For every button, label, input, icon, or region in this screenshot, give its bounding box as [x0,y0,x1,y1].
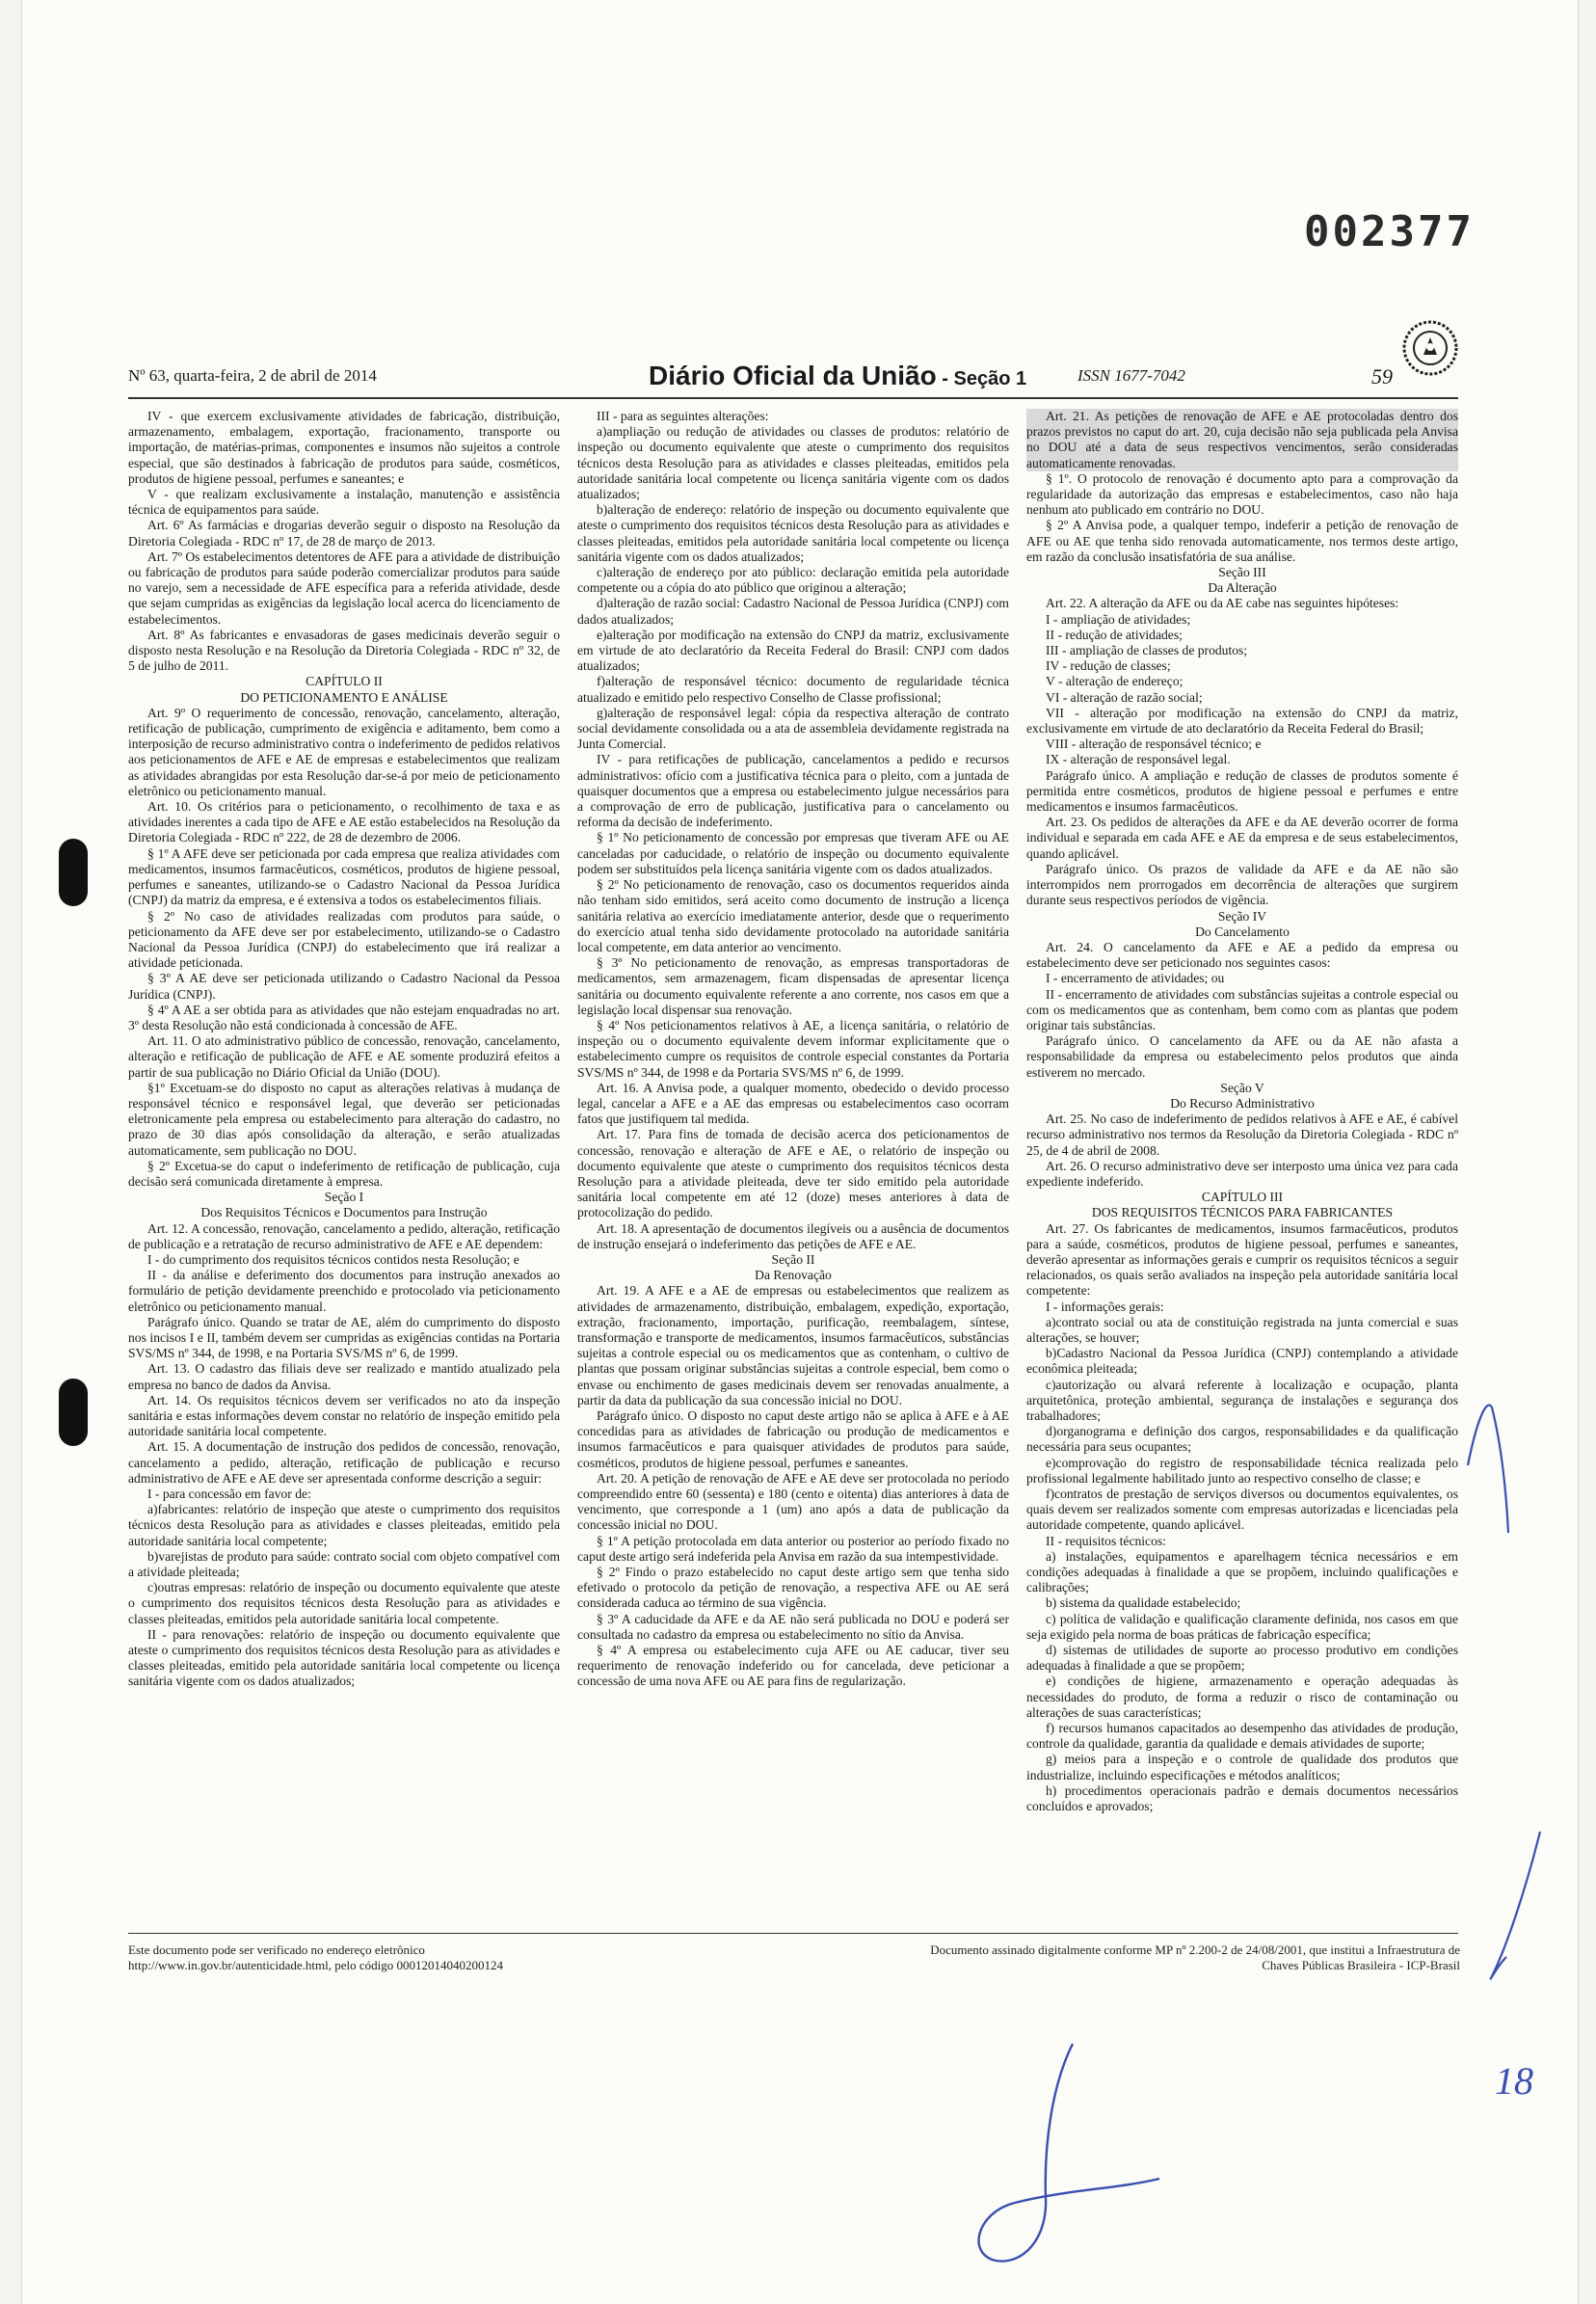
paragraph: DO PETICIONAMENTO E ANÁLISE [240,689,448,705]
paragraph: Art. 27. Os fabricantes de medicamentos, insumos farmacêuticos, produtos para a saúde, cosméticos, produtos de higiene pessoal, perfumes e saneantes, deverão apresentar as informações gerais e cumprir os requisitos técnicos a seguir relacionados, os quais serão avaliados na inspeção pela autoridade sanitária local competente: [1026,1220,1458,1299]
document-page [21,0,1579,2304]
paragraph: e)alteração por modificação na extensão do CNPJ da matriz, exclusivamente em virtude de ato declaratório da Receita Federal do Brasil: CNPJ com dados atualizados; [577,627,1009,674]
paragraph: § 2º A Anvisa pode, a qualquer tempo, indeferir a petição de renovação de AFE ou AE que tenha sido renovada automaticamente, nos termos deste artigo, em razão da conclusão insatisfatória de sua análise. [1026,518,1458,564]
paragraph: II - encerramento de atividades com substâncias sujeitas a controle especial ou com os medicamentos que as contenham, bem como com as plantas que podem originar tais substâncias. [1026,986,1458,1032]
paragraph: §1º Excetuam-se do disposto no caput as alterações relativas à mudança de responsável técnico e responsável legal, que deverão ser peticionadas eletronicamente pela empresa ou estabelecimento para alteração do cadastro, no prazo de 30 dias após consolidação da alteração, e serão atualizadas automaticamente, sem publicação no DOU. [128,1080,560,1158]
paragraph: Art. 13. O cadastro das filiais deve ser realizado e mantido atualizado pela empresa no banco de dados da Anvisa. [128,1361,560,1392]
footer-signature-note: Documento assinado digitalmente conforme MP nº 2.200-2 de 24/08/2001, que institui a Infraestrutura de Chaves Públicas Brasileira - ICP-Brasil [930,1942,1460,1972]
paragraph: VIII - alteração de responsável técnico; e [1046,737,1262,752]
paragraph: Art. 14. Os requisitos técnicos devem ser verificados no ato da inspeção sanitária e estas informações devem constar no relatório de inspeção emitido pela autoridade sanitária local competente. [128,1392,560,1439]
paragraph: Art. 15. A documentação de instrução dos pedidos de concessão, renovação, cancelamento a pedido, alteração, retificação de publicação e recurso administrativo de AFE e AE deve ser apresentada conforme descrição a seguir: [128,1439,560,1486]
paragraph: V - alteração de endereço; [1046,674,1184,689]
paragraph: Da Alteração [1208,580,1277,596]
paragraph: I - encerramento de atividades; ou [1046,971,1225,986]
paragraph: d) sistemas de utilidades de suporte ao processo produtivo em condições adequadas à finalidade a que se propõem; [1026,1643,1458,1674]
paragraph: Art. 6º As farmácias e drogarias deverão seguir o disposto na Resolução da Diretoria Colegiada - RDC nº 17, de 28 de março de 2013. [128,518,560,549]
paragraph: § 4º A AE a ser obtida para as atividades que não estejam enquadradas no art. 3º desta Resolução não está condicionada à concessão de AFE. [128,1002,560,1032]
paragraph: I - ampliação de atividades; [1046,611,1191,627]
paragraph: Art. 17. Para fins de tomada de decisão acerca dos peticionamentos de concessão, renovação e alteração de AFE e AE, o relatório de inspeção ou documento equivalente que ateste o cumprimento dos requisitos técnicos desta Resolução para a atividade pleiteada, deve ter sido emitido pela autoridade sanitária local competente em até 12 (doze) meses anteriores à data de protocolização do pedido. [577,1127,1009,1220]
paragraph: a)contrato social ou ata de constituição registrada na junta comercial e suas alterações, se houver; [1026,1314,1458,1345]
footer-verification: Este documento pode ser verificado no endereço eletrônico http://www.in.gov.br/autenticidade.html, pelo código 00012014040200124 [128,1942,503,1972]
paragraph: Seção V [1220,1080,1264,1095]
paragraph: Art. 22. A alteração da AFE ou da AE cabe nas seguintes hipóteses: [1046,596,1399,611]
handwritten-margin-mark [1449,1388,1564,2024]
paragraph: § 2º Excetua-se do caput o indeferimento de retificação de publicação, cuja decisão será comunicada diretamente à empresa. [128,1158,560,1189]
paragraph: § 3º A caducidade da AFE e da AE não será publicada no DOU e poderá ser consultada no cadastro da empresa ou estabelecimento no sítio da Anvisa. [577,1611,1009,1642]
paragraph: § 4º Nos peticionamentos relativos à AE, a licença sanitária, o relatório de inspeção ou o documento equivalente devem informar explicitamente que o estabelecimento cumpre os requisitos de controle especial constantes da Portaria SVS/MS nº 344, de 1998 e da Portaria SVS/MS nº 6, de 1999. [577,1017,1009,1080]
text-column-3 [1026,409,1458,1814]
paragraph: Art. 19. A AFE e a AE de empresas ou estabelecimentos que realizem as atividades de armazenamento, distribuição, embalagem, expedição, exportação, extração, fracionamento, importação, purificação, reembalagem, síntese, transformação e transporte de medicamentos, insumos farmacêuticos, substâncias sujeitas a controle especial ou os medicamentos que as contenham, o cultivo de plantas que possam originar substâncias sujeitas a controle especial, bem como o envase ou enchimento de gases medicinais devem ser renovadas anualmente, a partir da data da publicação da sua concessão inicial no DOU. [577,1283,1009,1407]
paragraph: Art. 8º As fabricantes e envasadoras de gases medicinais deverão seguir o disposto nesta Resolução e na Resolução da Diretoria Colegiada - RDC nº 32, de 5 de julho de 2011. [128,627,560,674]
footer-rule [128,1933,1458,1934]
page-header [128,361,1458,393]
punch-hole [59,1379,88,1446]
paragraph: § 1º. O protocolo de renovação é documento apto para a comprovação da regularidade da autorização das empresas e estabelecimentos, caso não haja nenhum ato publicado em contrário no DOU. [1026,470,1458,518]
paragraph: VII - alteração por modificação na extensão do CNPJ da matriz, exclusivamente em virtude de ato declaratório da Receita Federal do Brasil; [1026,705,1458,737]
paragraph: Art. 23. Os pedidos de alterações da AFE e da AE deverão ocorrer de forma individual e separada em cada AFE e AE da empresa e de seus estabelecimentos, quando aplicável. [1026,815,1458,861]
issn: ISSN 1677-7042 [1077,366,1185,385]
paragraph: c)alteração de endereço por ato público: declaração emitida pela autoridade competente ou a cópia do ato público que originou a alteração; [577,565,1009,596]
paragraph: § 1º A AFE deve ser peticionada por cada empresa que realiza atividades com medicamentos, insumos farmacêuticos, cosméticos, produtos de higiene pessoal, perfumes e saneantes, utilizando-se o Cadastro Nacional da Pessoa Jurídica (CNPJ) da matriz da empresa, e é extensiva a todos os estabelecimentos filiais. [128,845,560,908]
paragraph: II - da análise e deferimento dos documentos para instrução anexados ao formulário de petição devidamente preenchido e protocolado via peticionamento eletrônico ou peticionamento manual. [128,1268,560,1314]
issue-date: Nº 63, quarta-feira, 2 de abril de 2014 [128,366,377,385]
paragraph: Art. 7º Os estabelecimentos detentores de AFE para a atividade de distribuição ou fabricação de produtos para saúde poderão comercializar produtos para saúde no varejo, sem a necessidade de AFE específica para a referida atividade, desde que sejam cumpridas as exigências da legislação local acerca do licenciamento de estabelecimentos. [128,549,560,627]
paragraph: a) instalações, equipamentos e aparelhagem técnica necessários e em condições adequadas à finalidade a que se propõem, incluindo qualificações e calibrações; [1026,1548,1458,1595]
paragraph: IV - para retificações de publicação, cancelamentos a pedido e recursos administrativos: ofício com a justificativa técnica para o pleito, com a juntada de quaisquer documentos que a empresa ou estabelecimento julgue necessários para a comprovação de erro de publicação, justificativa para o cancelamento ou reforma da decisão de indeferimento. [577,752,1009,830]
page-number: 59 [1371,364,1393,388]
paragraph: Art. 18. A apresentação de documentos ilegíveis ou a ausência de documentos de instrução ensejará o indeferimento das petições de AFE e AE. [577,1220,1009,1251]
paragraph: § 1º A petição protocolada em data anterior ou posterior ao período fixado no caput deste artigo será indeferida pela Anvisa em razão da sua intempestividade. [577,1533,1009,1564]
paragraph: Do Cancelamento [1195,924,1290,939]
paragraph: § 2º No peticionamento de renovação, caso os documentos requeridos ainda não tenham sido emitidos, será aceito como documento de instrução a licença sanitária relativa ao exercício imediatamente anterior, desde que o requerimento do exercício atual tenha sido devidamente protocolado na autoridade sanitária local competente, em data anterior ao vencimento. [577,877,1009,954]
paragraph: h) procedimentos operacionais padrão e demais documentos necessários concluídos e aprovados; [1026,1782,1458,1814]
handwritten-page-number: 18 [1495,2059,1533,2103]
paragraph: Seção I [324,1190,364,1205]
paragraph: c)autorização ou alvará referente à localização e ocupação, planta arquitetônica, proteção ambiental, segurança de instalações e segurança dos trabalhadores; [1026,1377,1458,1423]
paragraph: b)alteração de endereço: relatório de inspeção ou documento equivalente que ateste o cumprimento dos requisitos técnicos desta Resolução para as atividades e classes pleiteadas, emitidos pela autoridade sanitária local competente ou licença sanitária vigente com os dados atualizados; [577,502,1009,564]
paragraph: Parágrafo único. A ampliação e redução de classes de produtos somente é permitida entre cosméticos, produtos de higiene pessoal e perfumes e entre medicamentos e insumos farmacêuticos. [1026,767,1458,815]
paragraph: Parágrafo único. Quando se tratar de AE, além do cumprimento do disposto nos incisos I e II, também devem ser cumpridas as exigências contidas na Portaria SVS/MS nº 344, de 1998, e na Portaria SVS/MS nº 6, de 1999. [128,1314,560,1361]
paragraph: c)outras empresas: relatório de inspeção ou documento equivalente que ateste o cumprimento dos requisitos técnicos desta Resolução para as atividades e classes pleiteadas, emitidos pela autoridade sanitária local competente. [128,1580,560,1626]
paragraph: CAPÍTULO III [1201,1190,1284,1205]
imprensa-nacional-seal-icon [1400,318,1460,378]
paragraph: Art. 21. As petições de renovação de AFE e AE protocoladas dentro dos prazos previstos no caput do art. 20, cuja decisão não seja publicada pela Anvisa no DOU até a data de seus respectivos vencimentos, serão consideradas automaticamente renovadas. [1026,409,1458,470]
paragraph: Da Renovação [755,1268,832,1283]
paragraph: I - informações gerais: [1046,1299,1164,1314]
paragraph: f)contratos de prestação de serviços diversos ou documentos equivalentes, os quais devem ser realizados somente com empresas autorizadas e licenciadas pela autoridade competente, quando aplicável. [1026,1487,1458,1533]
paragraph: Parágrafo único. O disposto no caput deste artigo não se aplica à AFE e à AE concedidas para as atividades de fabricação ou produção de medicamentos e insumos farmacêuticos e para quaisquer atividades de produtos para saúde, cosméticos, produtos de higiene pessoal, perfumes e saneantes. [577,1408,1009,1470]
paragraph: Seção III [1218,565,1266,580]
paragraph: d)organograma e definição dos cargos, responsabilidades e da qualificação necessária para seus ocupantes; [1026,1424,1458,1455]
stamp-number: 002377 [1304,207,1475,256]
paragraph: V - que realizam exclusivamente a instalação, manutenção e assistência técnica de equipamentos para saúde. [128,487,560,518]
paragraph: b)varejistas de produto para saúde: contrato social com objeto compatível com a atividade pleiteada; [128,1548,560,1580]
paragraph: I - do cumprimento dos requisitos técnicos contidos nesta Resolução; e [147,1251,519,1267]
paragraph: § 2º No caso de atividades realizadas com produtos para saúde, o peticionamento da AFE deve ser por estabelecimento, utilizando-se o Cadastro Nacional da Pessoa Jurídica (CNPJ) do estabelecimento que irá realizar a atividade peticionada. [128,908,560,971]
paragraph: II - redução de atividades; [1046,627,1183,642]
paragraph: IV - redução de classes; [1046,658,1171,674]
paragraph: Art. 24. O cancelamento da AFE e AE a pedido da empresa ou estabelecimento deve ser peticionado nos seguintes casos: [1026,939,1458,971]
paragraph: IV - que exercem exclusivamente atividades de fabricação, distribuição, armazenamento, embalagem, exportação, fracionamento, transporte ou importação, de matérias-primas, componentes e insumos não sujeitos a controle especial, que são destinados à fabricação de produtos para saúde, cosméticos, produtos de higiene pessoal, perfumes e saneantes; e [128,409,560,486]
header-rule [128,397,1458,399]
paragraph: Art. 12. A concessão, renovação, cancelamento a pedido, alteração, retificação de publicação e a retratação de recurso administrativo de AFE e AE dependem: [128,1220,560,1251]
paragraph: III - ampliação de classes de produtos; [1046,643,1248,658]
paragraph: VI - alteração de razão social; [1046,689,1203,705]
paragraph: § 2º Findo o prazo estabelecido no caput deste artigo sem que tenha sido efetivado o protocolo da petição de renovação, a respectiva AFE ou AE será considerada caduca ao término de sua vigência. [577,1565,1009,1611]
paragraph: f) recursos humanos capacitados ao desempenho das atividades de produção, controle da qualidade, garantia da qualidade e demais atividades de suporte; [1026,1721,1458,1752]
paragraph: Parágrafo único. O cancelamento da AFE ou da AE não afasta a responsabilidade da empresa ou estabelecimento pelos produtos que ainda estiverem no mercado. [1026,1033,1458,1080]
text-column-2 [577,409,1009,1690]
paragraph: III - para as seguintes alterações: [597,409,769,423]
paragraph: § 4º A empresa ou estabelecimento cuja AFE ou AE caducar, tiver seu requerimento de renovação indeferido ou for cancelada, deve peticionar a concessão de uma nova AFE ou AE para fins de regularização. [577,1643,1009,1689]
paragraph: Art. 26. O recurso administrativo deve ser interposto uma única vez para cada expediente indeferido. [1026,1158,1458,1189]
paragraph: DOS REQUISITOS TÉCNICOS PARA FABRICANTES [1091,1205,1394,1220]
paragraph: Seção IV [1217,908,1267,924]
paragraph: II - requisitos técnicos: [1046,1533,1166,1548]
paragraph: Art. 9º O requerimento de concessão, renovação, cancelamento, alteração, retificação de publicação, cumprimento de exigência e aditamento, bem como a interposição de recurso administrativo contra o indeferimento de pedidos relativos aos peticionamentos de AFE e AE de empresas e estabelecimentos que realizam as atividades abrangidas por esta Resolução dar-se-á por meio de peticionamento eletrônico ou peticionamento manual. [128,705,560,798]
paragraph: a)ampliação ou redução de atividades ou classes de produtos: relatório de inspeção ou documento equivalente que ateste o cumprimento dos requisitos técnicos desta Resolução para as atividades e classes pleiteadas, emitidos pela autoridade sanitária local competente ou licença sanitária vigente com os dados atualizados; [577,424,1009,502]
paragraph: IX - alteração de responsável legal. [1046,752,1231,767]
paragraph: Dos Requisitos Técnicos e Documentos para Instrução [200,1205,488,1220]
paragraph: g) meios para a inspeção e o controle de qualidade dos produtos que industrialize, incluindo especificações e métodos analíticos; [1026,1752,1458,1782]
paragraph: Art. 25. No caso de indeferimento de pedidos relativos à AFE e AE, é cabível recurso administrativo nos termos da Resolução da Diretoria Colegiada - RDC nº 25, de 4 de abril de 2008. [1026,1112,1458,1158]
paragraph: II - para renovações: relatório de inspeção ou documento equivalente que ateste o cumprimento dos requisitos técnicos desta Resolução para as atividades e classes pleiteadas, emitido pela autoridade sanitária local competente ou licença sanitária vigente com os dados atualizados; [128,1626,560,1689]
paragraph: Art. 11. O ato administrativo público de concessão, renovação, cancelamento, alteração e retificação de publicação de AFE e AE somente produzirá efeitos a partir de sua publicação no Diário Oficial da União (DOU). [128,1033,560,1080]
paragraph: I - para concessão em favor de: [147,1487,311,1502]
paragraph: e) condições de higiene, armazenamento e operação adequadas às necessidades do produto, de forma a reduzir o risco de contaminação ou alterações de suas características; [1026,1674,1458,1720]
paragraph: b)Cadastro Nacional da Pessoa Jurídica (CNPJ) contemplando a atividade econômica pleiteada; [1026,1346,1458,1377]
paragraph: a)fabricantes: relatório de inspeção que ateste o cumprimento dos requisitos técnicos desta Resolução para as atividades e classes pleiteadas, emitido pela autoridade sanitária local competente; [128,1502,560,1548]
paragraph: Art. 20. A petição de renovação de AFE e AE deve ser protocolada no período compreendido entre 60 (sessenta) e 180 (cento e oitenta) dias anteriores à data de vencimento, que corresponde a 1 (um) ano após a data de publicação da concessão inicial no DOU. [577,1470,1009,1533]
paragraph: § 1º No peticionamento de concessão por empresas que tiveram AFE ou AE canceladas por caducidade, o relatório de inspeção ou documento equivalente podem ser substituídos pela licença sanitária vigente com os dados atualizados. [577,830,1009,876]
paragraph: Do Recurso Administrativo [1170,1095,1315,1111]
paragraph: Seção II [771,1251,815,1267]
paragraph: Art. 16. A Anvisa pode, a qualquer momento, obedecido o devido processo legal, cancelar a AFE e a AE das empresas ou estabelecimentos caso ocorram fatos que justifiquem tal medida. [577,1080,1009,1127]
paragraph: b) sistema da qualidade estabelecido; [1046,1595,1241,1611]
handwritten-signature [938,2005,1169,2294]
paragraph: § 3º No peticionamento de renovação, as empresas transportadoras de medicamentos, sem armazenagem, ficam dispensadas de apresentar licença sanitária ou documento equivalente referente a ano corrente, nos casos em que a legislação local dispensar sua renovação. [577,955,1009,1017]
paragraph: g)alteração de responsável legal: cópia da respectiva alteração de contrato social devidamente consolidada ou a ata de assembleia devidamente registrada na Junta Comercial. [577,705,1009,752]
paragraph: f)alteração de responsável técnico: documento de regularidade técnica atualizado e emitido pelo respectivo Conselho de Classe profissional; [577,674,1009,705]
paragraph: c) política de validação e qualificação claramente definida, nos casos em que seja exigido pela norma de boas práticas de fabricação específica; [1026,1611,1458,1642]
text-column-1 [128,409,560,1690]
paragraph: CAPÍTULO II [306,674,383,689]
paragraph: d)alteração de razão social: Cadastro Nacional de Pessoa Jurídica (CNPJ) com dados atualizados; [577,596,1009,627]
punch-hole [59,839,88,906]
section-label: - Seção 1 [936,368,1027,389]
paragraph: e)comprovação do registro de responsabilidade técnica realizada pelo profissional legalmente habilitado junto ao respectivo conselho de classe; e [1026,1455,1458,1486]
publication-title: Diário Oficial da União - Seção 1 [649,361,1027,390]
paragraph: § 3º A AE deve ser peticionada utilizando o Cadastro Nacional da Pessoa Jurídica (CNPJ). [128,971,560,1002]
paragraph: Parágrafo único. Os prazos de validade da AFE e da AE não são interrompidos nem prorrogados em decorrência de alterações que surgirem durante seus respectivos períodos de vigência. [1026,861,1458,908]
paragraph: Art. 10. Os critérios para o peticionamento, o recolhimento de taxa e as atividades inerentes a cada tipo de AFE e AE estão estabelecidos na Resolução da Diretoria Colegiada - RDC nº 222, de 28 de dezembro de 2006. [128,799,560,845]
